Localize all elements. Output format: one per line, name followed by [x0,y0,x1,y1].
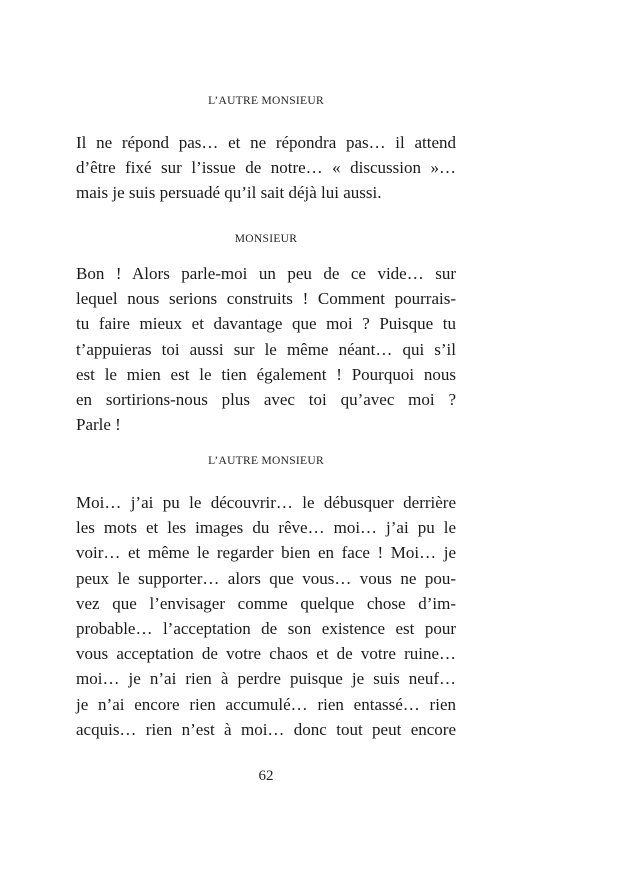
text-line: t’appuieras toi aussi sur le même néant… qui s’il [76,339,456,359]
text-line: voir… et même le regarder bien en face ! Moi… je [76,543,456,563]
speaker-heading-autre-monsieur: L’AUTRE MONSIEUR [208,95,324,107]
text-line: probable… l’acceptation de son existence est pour [76,618,456,638]
text-line: Parle ! [76,415,121,435]
text-line: d’être fixé sur l’issue de notre… « discussion »… [76,158,456,178]
text-line: est le mien est le tien également ! Pourquoi nous [76,364,456,384]
speech-block [76,261,456,437]
text-line: Moi… j’ai pu le découvrir… le débusquer derrière [76,493,456,512]
text-line: vez que l’envisager comme quelque chose d’im- [76,593,456,613]
text-line: acquis… rien n’est à moi… donc tout peut encore [76,719,456,739]
speech-block [76,490,456,742]
text-line: Il ne répond pas… et ne répondra pas… il attend [76,133,456,152]
speech-block [76,130,456,206]
text-line: les mots et les images du rêve… moi… j’ai pu le [76,518,456,538]
text-line: moi… je n’ai rien à perdre puisque je suis neuf… [76,669,456,689]
text-line: je n’ai encore rien accumulé… rien entassé… rien [76,694,456,714]
text-line: tu faire mieux et davantage que moi ? Puisque tu [76,314,456,334]
text-line: en sortirions-nous plus avec toi qu’avec moi ? [76,389,456,409]
text-line: mais je suis persuadé qu’il sait déjà lui aussi. [76,183,382,203]
speaker-heading-autre-monsieur: L’AUTRE MONSIEUR [208,455,324,467]
text-line: Bon ! Alors parle-moi un peu de ce vide… sur [76,264,456,283]
text-line: peux le supporter… alors que vous… vous ne pou- [76,568,456,588]
speaker-heading-monsieur: MONSIEUR [234,233,298,245]
text-line: vous acceptation de votre chaos et de votre ruine… [76,644,456,664]
text-line: lequel nous serions construits ! Comment pourrais- [76,289,456,309]
book-page [76,0,456,893]
page-number: 62 [258,768,274,784]
